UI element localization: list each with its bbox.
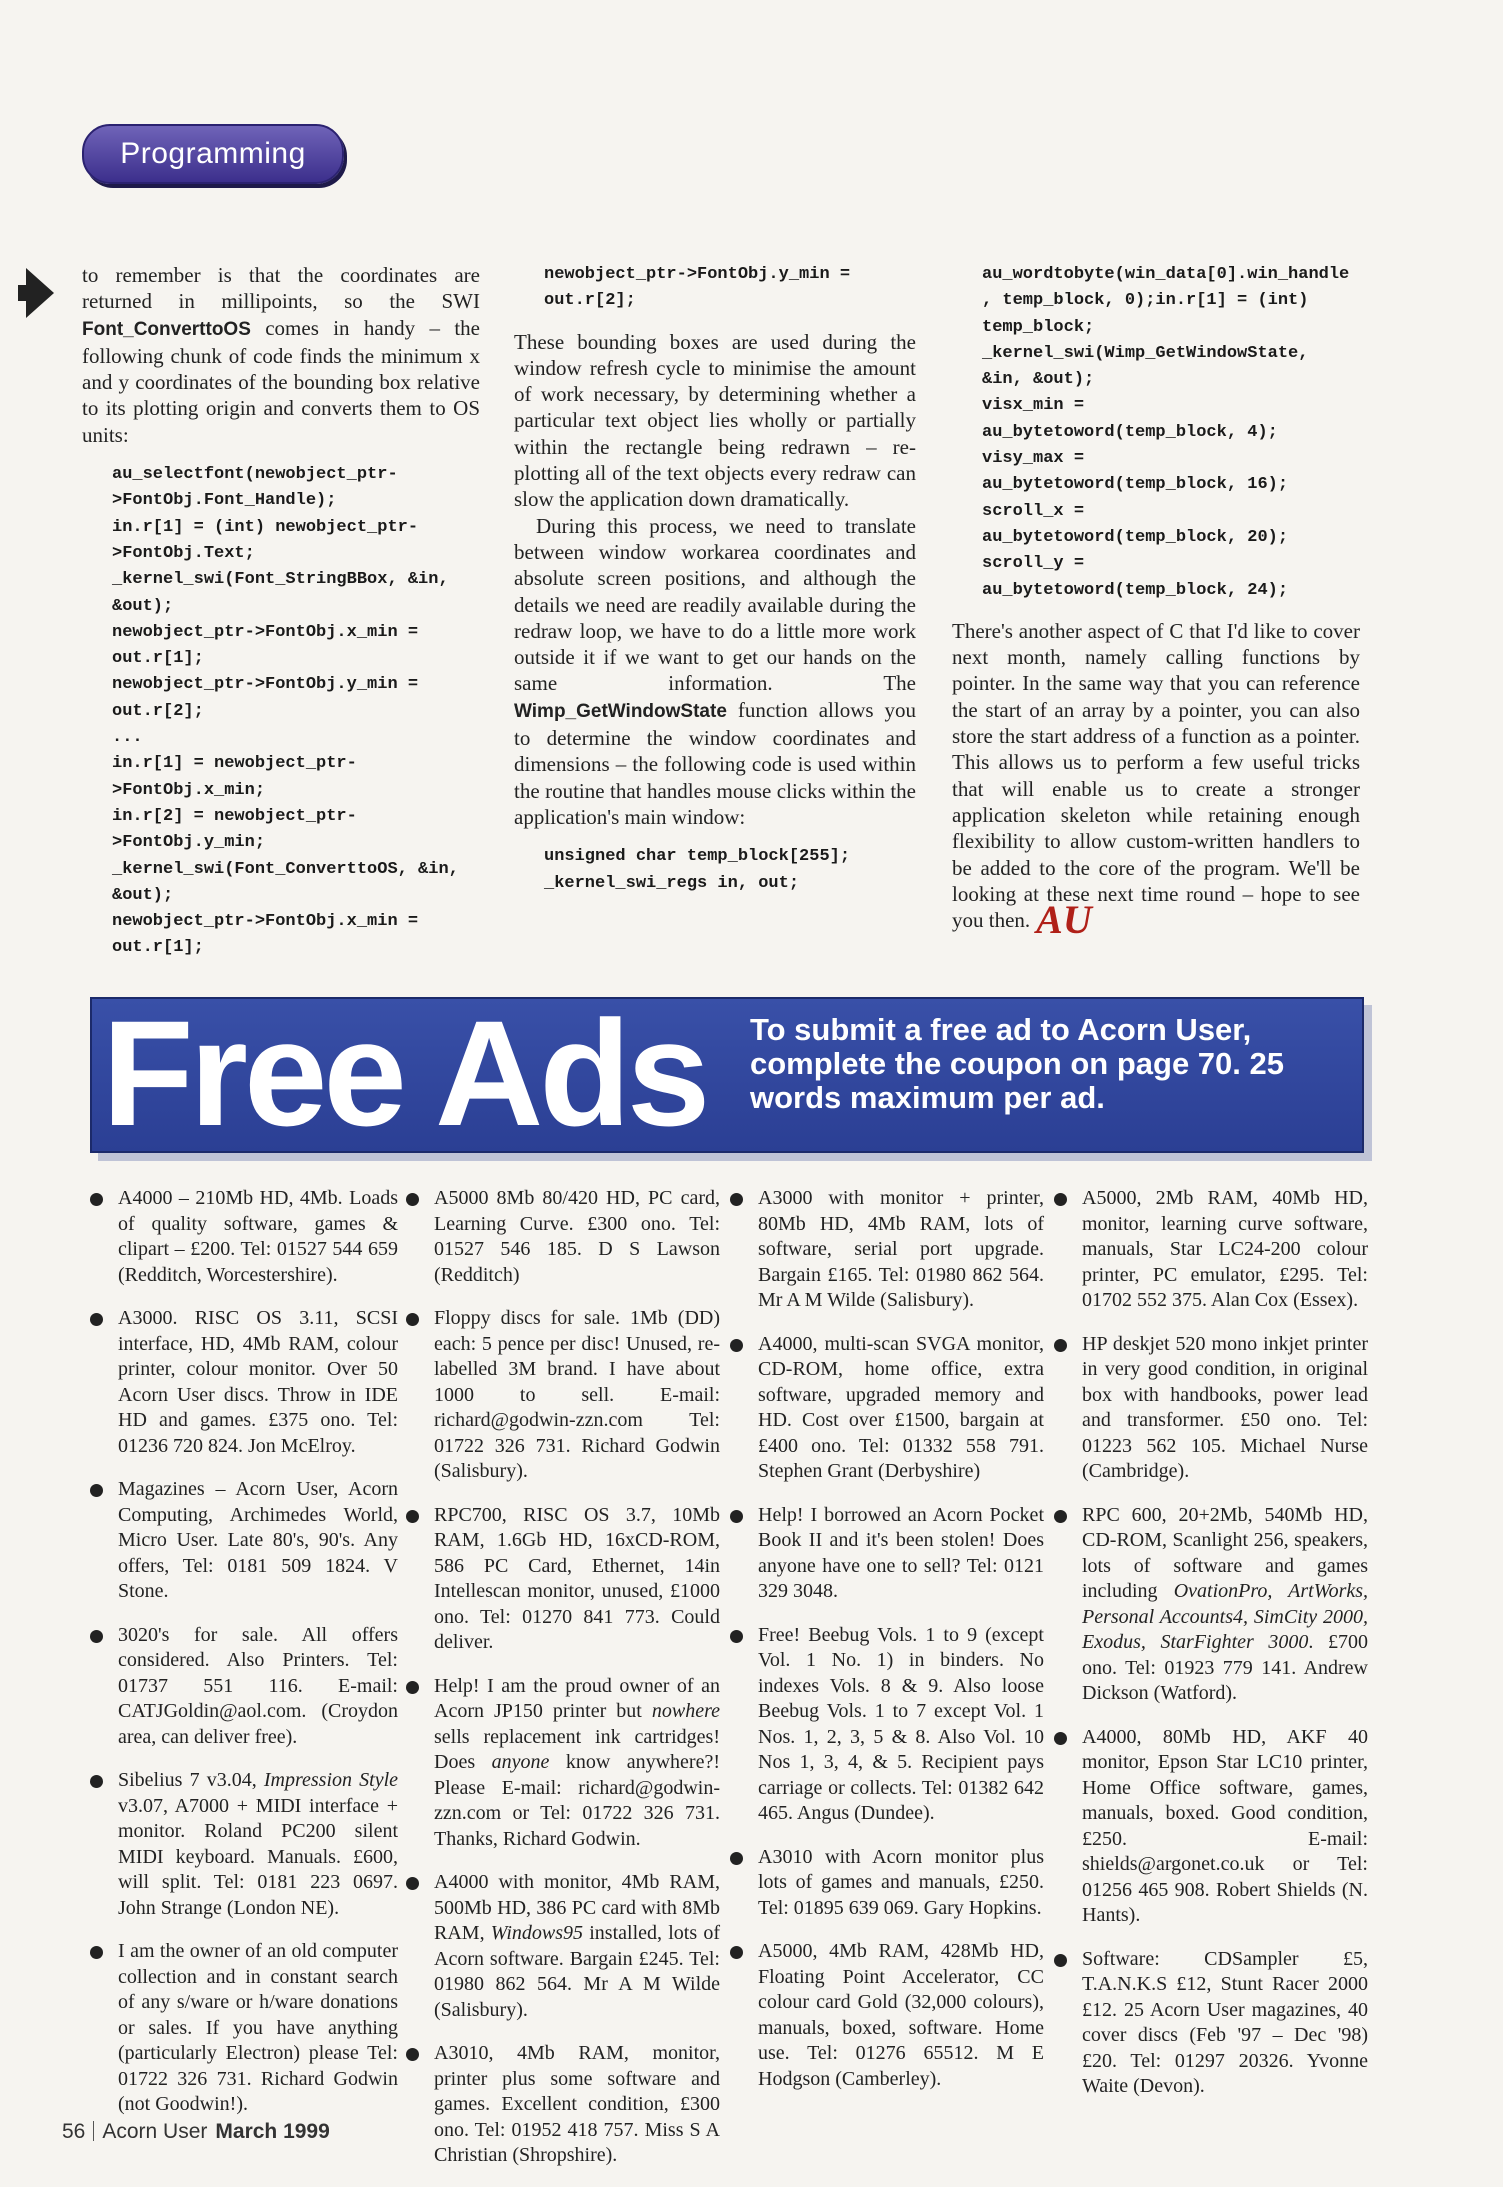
classified-ad: A4000 – 210Mb HD, 4Mb. Loads of quality software, games & clipart – £200. Tel: 01527 544 659 (Redditch, Worcestershire). [88,1186,398,1288]
classified-ad: Floppy discs for sale. 1Mb (DD) each: 5 pence per disc! Unused, re-labelled 3M brand. I have about 1000 to sell. E-mail: richard@godwin-zzn.com Tel: 01722 326 731. Richard Godwin (Salisbury). [404,1306,720,1485]
classified-ad: RPC 600, 20+2Mb, 540Mb HD, CD-ROM, Scanlight 256, speakers, lots of software and games including OvationPro, ArtWorks, Personal Accounts4, SimCity 2000, Exodus, StarFighter 3000. £700 ono. Tel: 01923 779 141. Andrew Dickson (Watford). [1052,1503,1368,1707]
article-paragraph: to remember is that the coordinates are returned in millipoints, so the SWI Font_ConverttoOS comes in handy – the following chunk of code finds the minimum x and y coordinates of the bounding box relative to its plotting origin and converts them to OS units: [82,263,480,447]
acorn-user-end-logo: AU [1036,897,1092,943]
classified-ad: A4000 with monitor, 4Mb RAM, 500Mb HD, 386 PC card with 8Mb RAM, Windows95 installed, lots of Acorn software. Bargain £245. Tel: 01980 862 564. Mr A M Wilde (Salisbury). [404,1870,720,2023]
classified-ad: A3000 with monitor + printer, 80Mb HD, 4Mb RAM, lots of software, serial port upgrade. Bargain £165. Tel: 01980 862 564. Mr A M Wilde (Salisbury). [728,1186,1044,1314]
publication-name: Acorn User [102,2120,208,2143]
classified-ad: Free! Beebug Vols. 1 to 9 (except Vol. 1 No. 1) in binders. No indexes Vols. 8 & 9. Also loose Beebug Vols. 1 to 7 except Vol. 1 Nos. 1, 2, 3, 5 & 8. Also Vol. 10 Nos 1, 3, 4, & 5. Recipient pays carriage or collects. Tel: 01382 642 465. Angus (Dundee). [728,1623,1044,1827]
continued-arrow-icon [26,268,54,318]
classified-ad: RPC700, RISC OS 3.7, 10Mb RAM, 1.6Gb HD, 16xCD-ROM, 586 PC Card, Ethernet, 14in Intellescan monitor, unused, £1000 ono. Tel: 01270 841 773. Could deliver. [404,1503,720,1656]
classified-ad: Software: CDSampler £5, T.A.N.K.S £12, Stunt Racer 2000 £12. 25 Acorn User magazines, 40 cover discs (Feb '97 – Dec '98) £20. Tel: 01297 20326. Yvonne Waite (Devon). [1052,1947,1368,2100]
classified-ad: A4000, multi-scan SVGA monitor, CD-ROM, home office, extra software, upgraded memory and HD. Cost over £1500, bargain at £400 ono. Tel: 01332 558 791. Stephen Grant (Derbyshire) [728,1332,1044,1485]
article-column-3 [952,262,1360,943]
code-block: newobject_ptr->FontObj.y_min = out.r[2]; [544,265,851,311]
classified-ad: A5000, 2Mb RAM, 40Mb HD, monitor, learning curve software, manuals, Star LC24-200 colour printer, PC emulator, £295. Tel: 01702 552 375. Alan Cox (Essex). [1052,1186,1368,1314]
ads-column-4 [1052,1186,1368,2118]
article-column-1 [82,262,480,976]
section-tab: Programming [82,124,344,184]
classified-ad: A5000 8Mb 80/420 HD, PC card, Learning Curve. £300 ono. Tel: 01527 546 185. D S Lawson (Redditch) [404,1186,720,1288]
closing-paragraph-text: There's another aspect of C that I'd like to cover next month, namely calling functions by pointer. In the same way that you can reference the start of an array by a pointer, you can also store the start address of a function as a pointer. This allows us to perform a few useful tricks that will enable us to create a stronger application skeleton while retaining enough flexibility to allow custom-written handlers to be added to the core of the program. We'll be looking at these next time round – hope to see you then. [952,618,1360,933]
banner-note: To submit a free ad to Acorn User, complete the coupon on page 70. 25 words maximum per ad. [750,1012,1284,1115]
banner-title: Free Ads [102,989,707,1157]
ads-column-1 [88,1186,398,2136]
ads-column-2 [404,1186,720,2187]
ads-column-3 [728,1186,1044,2110]
classified-ad: Sibelius 7 v3.04, Impression Style v3.07, A7000 + MIDI interface + monitor. Roland PC200 silent MIDI keyboard. Manuals. £600, will split. Tel: 0181 223 0697. John Strange (London NE). [88,1768,398,1921]
classified-ad: A3000. RISC OS 3.11, SCSI interface, HD, 4Mb RAM, colour printer, colour monitor. Over 50 Acorn User discs. Throw in IDE HD and games. £375 ono. Tel: 01236 720 824. Jon McElroy. [88,1306,398,1459]
classified-ad: I am the owner of an old computer collection and in constant search of any s/ware or h/ware donations or sales. If you have anything (particularly Electron) please Tel: 01722 326 731. Richard Godwin (not Goodwin!). [88,1939,398,2118]
classified-ad: A3010, 4Mb RAM, monitor, printer plus some software and games. Excellent condition, £300 ono. Tel: 01952 418 757. Miss S A Christian (Shropshire). [404,2041,720,2169]
issue-date: March 1999 [215,2120,330,2143]
classified-ad: HP deskjet 520 mono inkjet printer in very good condition, in original box with handbooks, power lead and transformer. £50 ono. Tel: 01223 562 105. Michael Nurse (Cambridge). [1052,1332,1368,1485]
classified-ad: Magazines – Acorn User, Acorn Computing, Archimedes World, Micro User. Late 80's, 90's. Any offers, Tel: 0181 509 1824. V Stone. [88,1477,398,1605]
classified-ad: 3020's for sale. All offers considered. Also Printers. Tel: 01737 551 116. E-mail: CATJGoldin@aol.com. (Croydon area, can deliver free). [88,1623,398,1751]
footer-divider [93,2121,94,2141]
code-block: unsigned char temp_block[255]; _kernel_swi_regs in, out; [544,847,851,893]
page-footer [62,2120,330,2144]
page-number: 56 [62,2120,86,2143]
article-column-2 [514,262,916,911]
article-paragraph: During this process, we need to translate between window workarea coordinates and absolute screen positions, and although the details we need are readily available during the redraw loop, we have to do a little more work outside it if we want to get our hands on the same information. The Wimp_GetWindowState function allows you to determine the window coordinates and dimensions – the following code is used within the routine that handles mouse clicks within the application's main window: [514,513,916,829]
classified-ad: Help! I am the proud owner of an Acorn JP150 printer but nowhere sells replacement ink cartridges! Does anyone know anywhere?! Please E-mail: richard@godwin-zzn.com or Tel: 01722 326 731. Thanks, Richard Godwin. [404,1674,720,1853]
classified-ad: A3010 with Acorn monitor plus lots of games and manuals, £250. Tel: 01895 639 069. Gary Hopkins. [728,1845,1044,1922]
article-paragraph: These bounding boxes are used during the window refresh cycle to minimise the amount of work necessary, by determining whether a particular text object lies wholly or partially within the rectangle being redrawn – re-plotting all of the text objects every redraw can slow the application down dramatically. [514,329,916,512]
classified-ad: A5000, 4Mb RAM, 428Mb HD, Floating Point Accelerator, CC colour card Gold (32,000 colours), manuals, boxed, software. Home use. Tel: 01276 65512. M E Hodgson (Camberley). [728,1939,1044,2092]
free-ads-banner [90,989,1364,1157]
code-block: au_wordtobyte(win_data[0].win_handle , temp_block, 0);in.r[1] = (int) temp_block; _kernel_swi(Wimp_GetWindowState, &in, &out); visx_min = au_bytetoword(temp_block, 4); visy_max = au_bytetoword(temp_block, 16); scroll_x = au_bytetoword(temp_block, 20); scroll_y = au_bytetoword(temp_block, 24); [982,265,1350,600]
code-block: au_selectfont(newobject_ptr- >FontObj.Font_Handle); in.r[1] = (int) newobject_ptr- >FontObj.Text; _kernel_swi(Font_StringBBox, &in, &out); newobject_ptr->FontObj.x_min = out.r[1]; newobject_ptr->FontObj.y_min = out.r[2]; ... in.r[1] = newobject_ptr- >FontObj.x_min; in.r[2] = newobject_ptr- >FontObj.y_min; _kernel_swi(Font_ConverttoOS, &in, &out); newobject_ptr->FontObj.x_min = out.r[1]; [112,465,459,958]
article-paragraph [952,618,1360,943]
classified-ad: Help! I borrowed an Acorn Pocket Book II and it's been stolen! Does anyone have one to sell? Tel: 0121 329 3048. [728,1503,1044,1605]
classified-ad: A4000, 80Mb HD, AKF 40 monitor, Epson Star LC10 printer, Home Office software, games, manuals, boxed. Good condition, £250. E-mail: shields@argonet.co.uk or Tel: 01256 465 908. Robert Shields (N. Hants). [1052,1725,1368,1929]
